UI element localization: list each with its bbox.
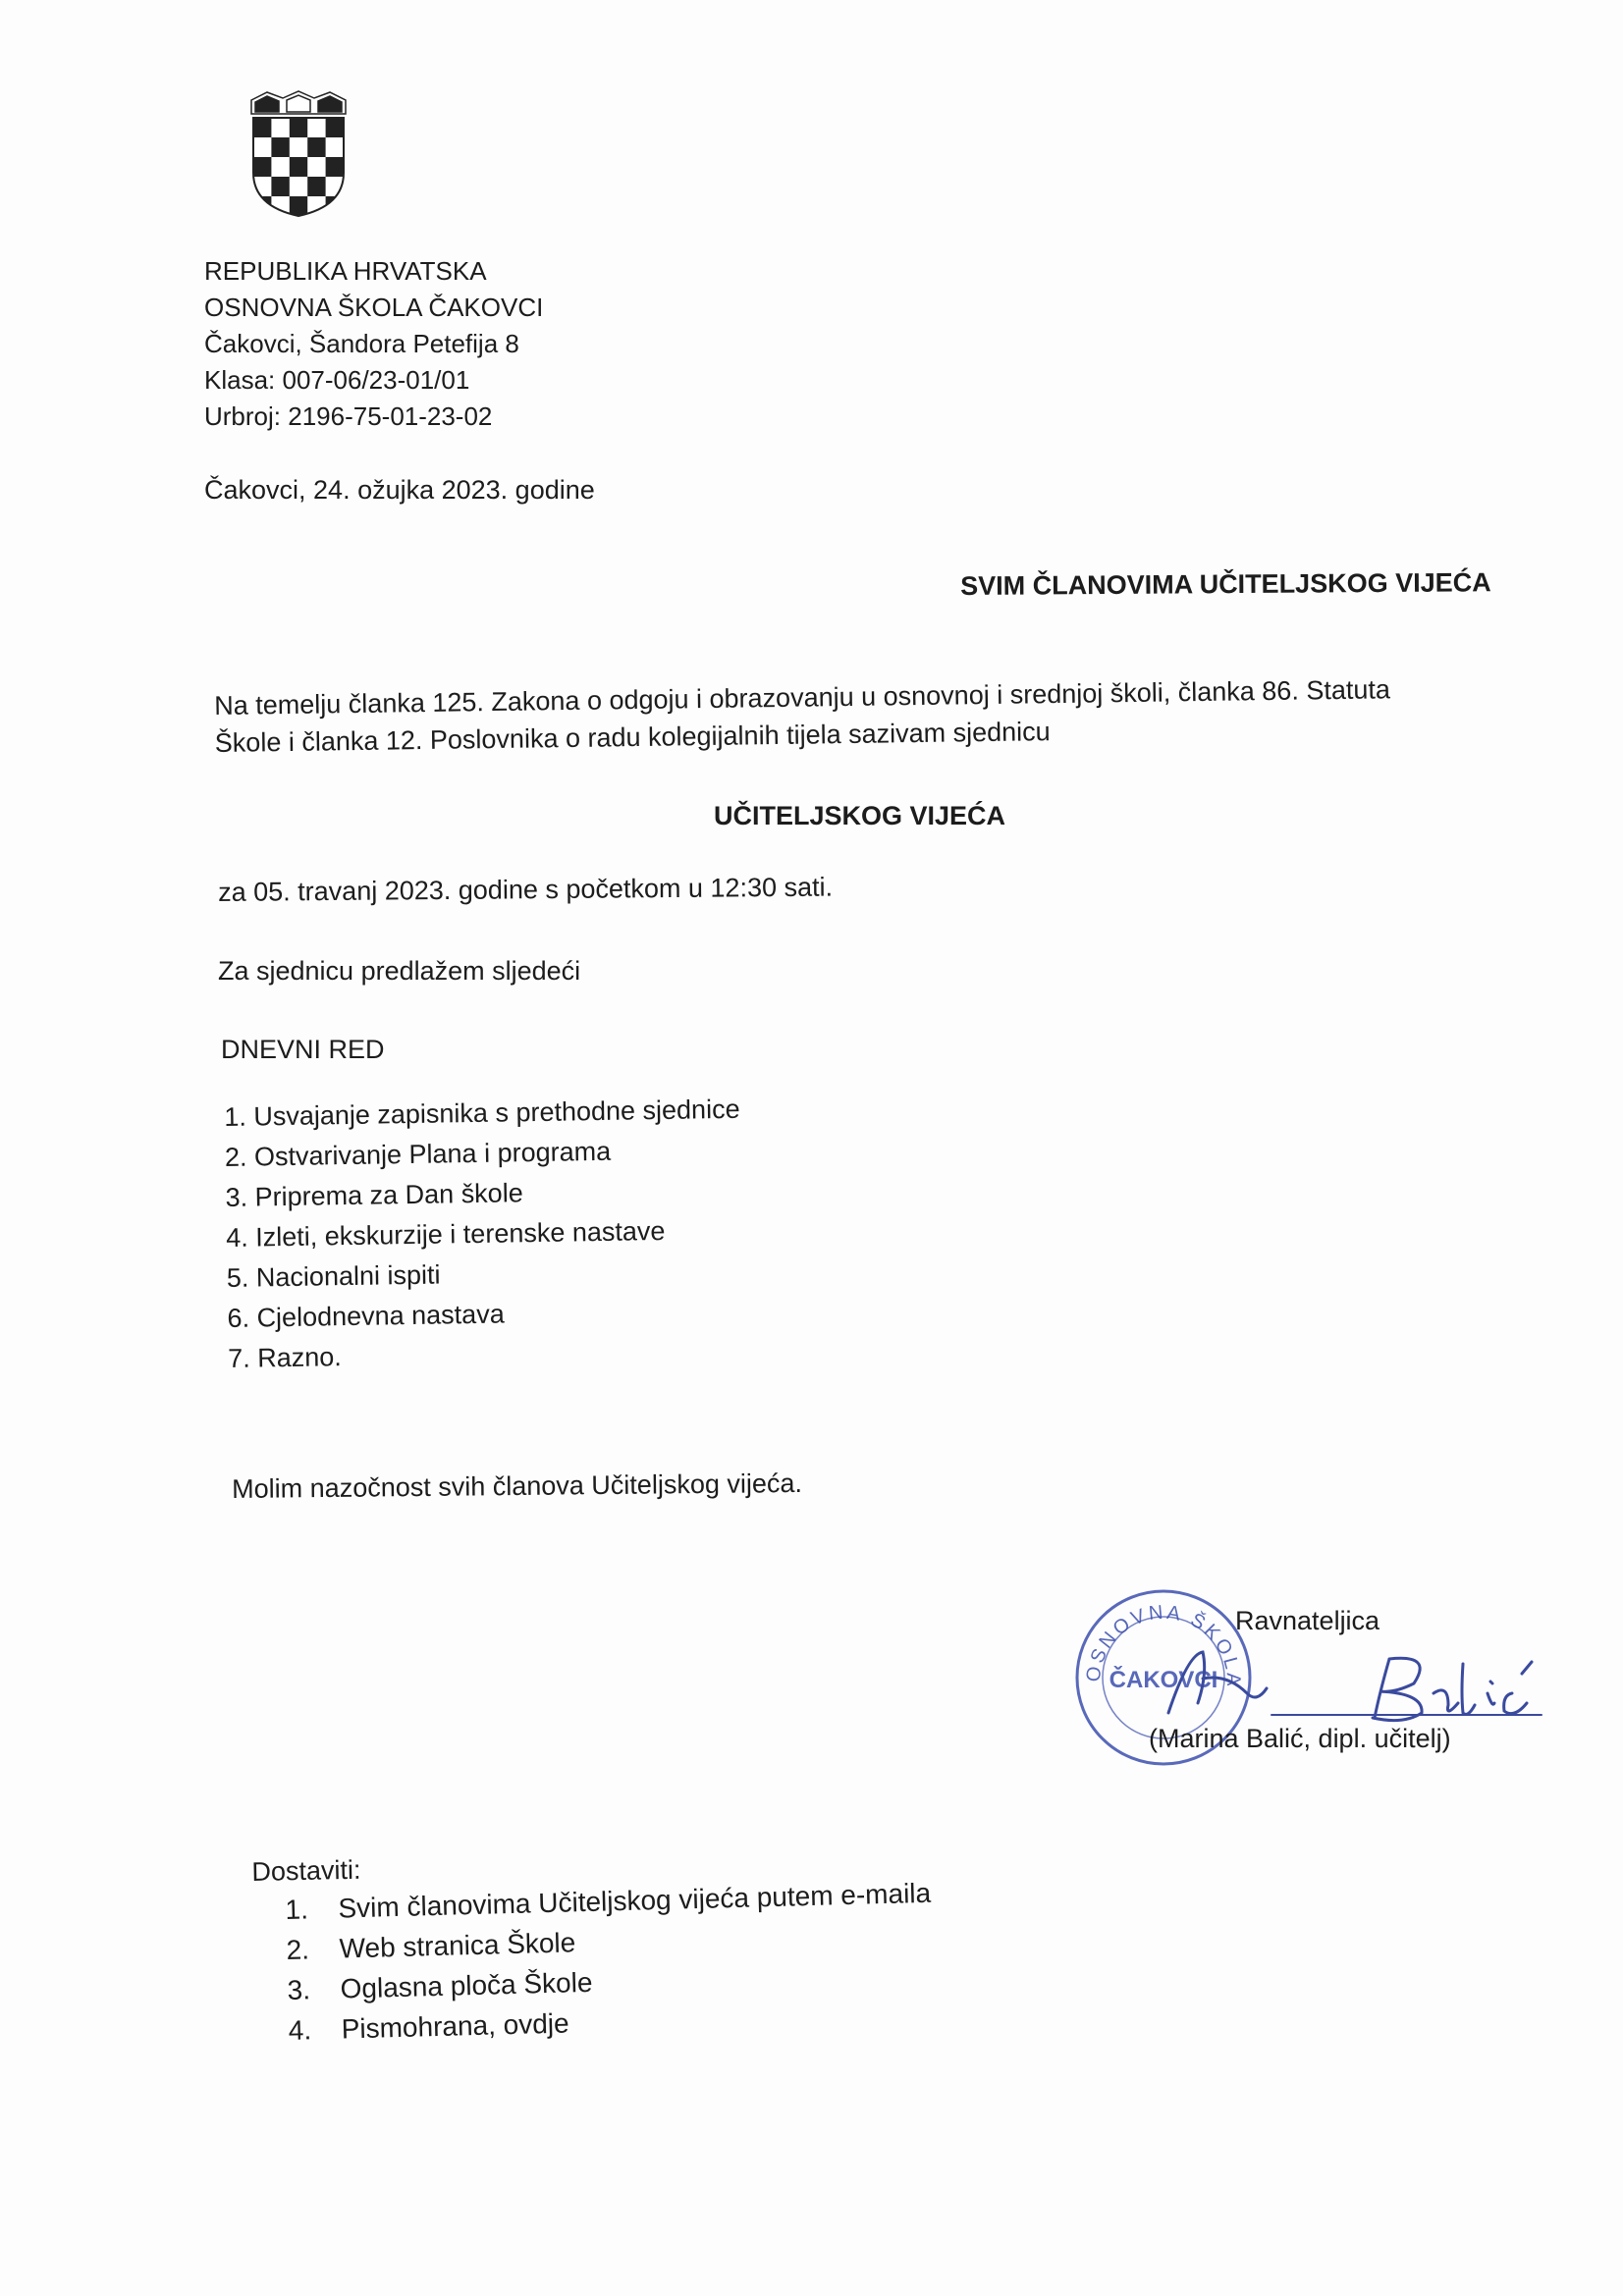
stamp-ring-text: OSNOVNA ŠKOLA xyxy=(1082,1601,1245,1689)
klasa-number: Klasa: 007-06/23-01/01 xyxy=(204,365,470,395)
delivery-item-number: 3. xyxy=(287,1974,311,2005)
country-name: REPUBLIKA HRVATSKA xyxy=(204,256,487,286)
agenda-item: 4. Izleti, ekskurzije i terenske nastave xyxy=(226,1215,666,1253)
delivery-item-number: 1. xyxy=(285,1894,309,1925)
intro-paragraph xyxy=(214,670,1391,762)
agenda-title: DNEVNI RED xyxy=(221,1035,385,1064)
agenda-list xyxy=(224,1090,744,1379)
urbroj-number: Urbroj: 2196-75-01-23-02 xyxy=(204,401,493,431)
delivery-item-text: Svim članovima Učiteljskog vijeća putem e-maila xyxy=(338,1877,932,1924)
agenda-item: 5. Nacionalni ispiti xyxy=(226,1259,441,1293)
delivery-item-number: 2. xyxy=(286,1934,310,1965)
proposal-line: Za sjednicu predlažem sljedeći xyxy=(218,956,581,986)
delivery-list xyxy=(285,1873,935,2051)
signatory-name: (Marina Balić, dipl. učitelj) xyxy=(1149,1724,1451,1753)
intro-line: Na temelju članka 125. Zakona o odgoju i obrazovanju u osnovnoj i srednjoj školi, članka 86. Statuta xyxy=(214,674,1391,721)
delivery-item-text: Web stranica Škole xyxy=(339,1927,576,1964)
signatory-role: Ravnateljica xyxy=(1235,1606,1380,1635)
meeting-time: za 05. travanj 2023. godine s početkom u 12:30 sati. xyxy=(218,872,834,907)
school-address: Čakovci, Šandora Petefija 8 xyxy=(204,329,519,358)
delivery-item-text: Oglasna ploča Škole xyxy=(340,1966,593,2004)
letterhead xyxy=(204,253,543,435)
document-date: Čakovci, 24. ožujka 2023. godine xyxy=(204,475,595,505)
delivery-item-number: 4. xyxy=(288,2014,312,2046)
agenda-item: 2. Ostvarivanje Plana i programa xyxy=(224,1136,612,1172)
croatian-coat-of-arms-icon xyxy=(245,90,352,218)
school-name: OSNOVNA ŠKOLA ČAKOVCI xyxy=(204,293,544,322)
agenda-item: 3. Priprema za Dan škole xyxy=(225,1178,523,1212)
delivery-item-text: Pismohrana, ovdje xyxy=(341,2007,569,2045)
intro-line: Škole i članka 12. Poslovnika o radu kolegijalnih tijela sazivam sjednicu xyxy=(214,717,1051,758)
agenda-item: 7. Razno. xyxy=(227,1342,342,1373)
agenda-item: 6. Cjelodnevna nastava xyxy=(227,1299,505,1333)
agenda-item: 1. Usvajanje zapisnika s prethodne sjednice xyxy=(224,1094,740,1132)
closing-line: Molim nazočnost svih članova Učiteljskog vijeća. xyxy=(232,1468,803,1504)
council-title: UČITELJSKOG VIJEĆA xyxy=(714,801,1006,830)
addressee: SVIM ČLANOVIMA UČITELJSKOG VIJEĆA xyxy=(960,567,1491,601)
stamp-center-text: ČAKOVCI xyxy=(1109,1667,1218,1693)
delivery-title: Dostaviti: xyxy=(251,1854,361,1887)
